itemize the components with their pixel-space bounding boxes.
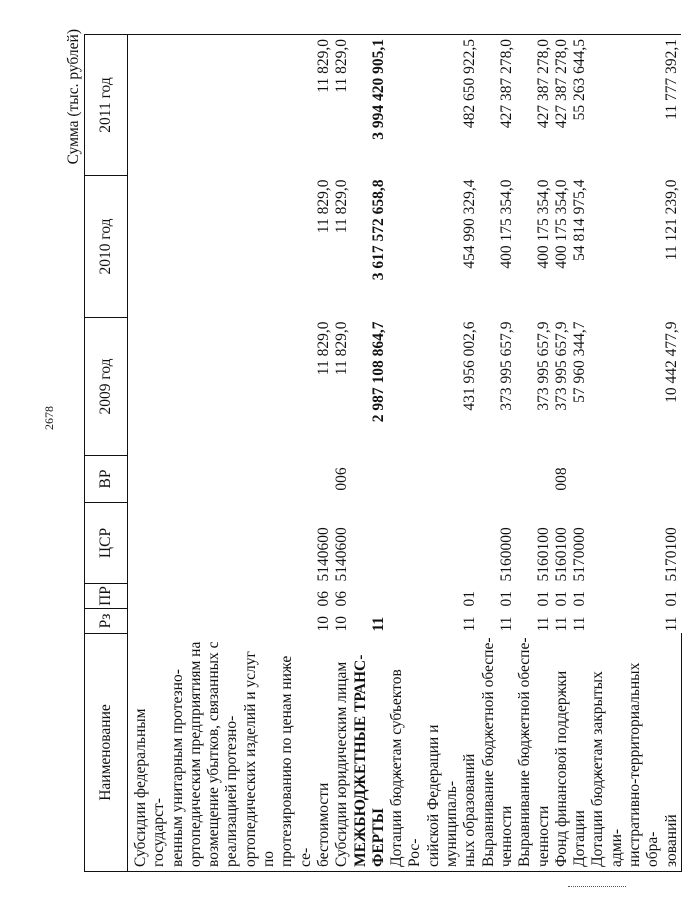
rz-code: 11 — [461, 616, 479, 632]
csr-code: 5170000 — [571, 527, 589, 582]
amount-2010: 3 617 572 658,8 — [369, 179, 387, 281]
row-name-line: Субсидии федеральным государст- — [132, 708, 168, 867]
table-row — [589, 35, 681, 872]
amount-2010: 11 121 239,0 — [663, 179, 681, 261]
row-name-line: Дотации бюджетам субъектов Рос- — [388, 669, 424, 867]
budget-table — [84, 34, 682, 872]
csr-code — [352, 503, 389, 584]
vr-code — [516, 456, 553, 503]
row-name-line: ортопедическим предприятиям на — [186, 641, 204, 867]
amount-2010: 11 829,0 — [314, 179, 332, 234]
row-name-line: Дотации бюджетам закрытых адми- — [589, 671, 625, 867]
amount-2009: 11 829,0 — [333, 321, 351, 376]
row-name-line: Выравнивание бюджетной обеспе- — [479, 637, 497, 867]
header-vr: ВР — [85, 456, 128, 503]
row-name — [333, 634, 351, 872]
header-2009: 2009 год — [85, 318, 128, 456]
row-name-line: реализацией протезно- — [223, 715, 241, 867]
header-2010: 2010 год — [85, 176, 128, 318]
amount-2009: 373 995 657,9 — [534, 321, 552, 411]
pr-code: 01 — [552, 591, 570, 607]
row-name-line: Дотации — [571, 810, 589, 867]
row-name-line: ФЕРТЫ — [369, 808, 387, 867]
row-name-line: сийской Федерации и муниципаль- — [424, 724, 461, 867]
row-name-line: ченности — [497, 805, 515, 867]
amount-2009: 10 442 477,9 — [663, 321, 681, 403]
rz-code: 11 — [571, 616, 589, 632]
rz-code: 11 — [534, 616, 552, 632]
pr-code: 06 — [314, 591, 332, 607]
header-csr: ЦСР — [85, 503, 128, 584]
table-row — [128, 35, 334, 872]
csr-code: 5140600 — [314, 527, 332, 582]
header-2011: 2011 год — [85, 35, 128, 176]
amount-2009: 2 987 108 864,7 — [369, 321, 387, 423]
amount-2009: 11 829,0 — [314, 321, 332, 376]
amount-2009: 373 995 657,9 — [552, 321, 570, 411]
row-name-line: возмещение убытков, связанных с — [205, 641, 223, 867]
pr-code: 01 — [571, 591, 589, 607]
csr-code: 5160100 — [552, 527, 570, 582]
vr-code: 006 — [333, 467, 351, 491]
row-name-line: ортопедических изделий и услуг по — [241, 651, 278, 867]
row-name — [516, 634, 553, 872]
table-row — [516, 35, 553, 872]
amount-2011: 427 387 278,0 — [480, 35, 517, 176]
row-name-line: ченности — [534, 805, 552, 867]
vr-code — [480, 456, 517, 503]
row-name-line: венным унитарным протезно- — [168, 669, 186, 867]
row-name-line: протезированию по ценам ниже се- — [278, 655, 314, 867]
row-name-line: нистративно-территориальных обра- — [626, 662, 662, 867]
rotated-table-page — [64, 29, 681, 872]
amount-2011: 427 387 278,0 — [516, 35, 553, 176]
row-name-line: зований — [662, 814, 680, 867]
table-row — [480, 35, 517, 872]
rz-code: 10 — [333, 616, 351, 632]
pr-code — [352, 584, 389, 609]
amount-2011: 482 650 922,5 — [388, 35, 479, 176]
amount-2009: 57 960 344,7 — [571, 321, 589, 403]
pr-code: 01 — [497, 591, 515, 607]
table-row — [388, 35, 479, 872]
row-name-line: бестоимости — [314, 782, 332, 867]
amount-2010: 400 175 354,0 — [552, 179, 570, 269]
csr-code: 5170100 — [663, 527, 681, 582]
amount-2011: 3 994 420 905,1 — [352, 35, 389, 176]
row-name-line: ных образований — [461, 753, 479, 867]
amount-2011: 11 829,0 — [128, 35, 334, 176]
rz-code: 10 — [314, 616, 332, 632]
pr-code: 01 — [663, 591, 681, 607]
row-name — [589, 634, 681, 872]
amount-2011: 11 829,0 — [333, 35, 351, 176]
vr-code — [571, 456, 589, 503]
rz-code: 11 — [663, 616, 681, 632]
header-rz: Рз — [85, 609, 128, 634]
row-name — [388, 634, 479, 872]
row-name-line: Субсидии юридическим лицам — [333, 661, 351, 867]
vr-code — [589, 456, 681, 503]
amount-2009: 373 995 657,9 — [497, 321, 515, 411]
amount-2010: 400 175 354,0 — [497, 179, 515, 269]
rz-code: 11 — [497, 616, 515, 632]
vr-code — [128, 456, 334, 503]
row-name — [128, 634, 334, 872]
footer-rule — [568, 886, 626, 887]
rz-code: 11 — [369, 616, 387, 632]
amount-2010: 400 175 354,0 — [534, 179, 552, 269]
amount-2011: 55 263 644,5 — [571, 35, 589, 176]
amount-2010: 54 814 975,4 — [571, 179, 589, 261]
pr-code: 01 — [534, 591, 552, 607]
amount-2011: 427 387 278,0 — [553, 35, 571, 176]
rz-code: 11 — [552, 616, 570, 632]
header-name: Наименование — [85, 634, 128, 872]
header-pr: ПР — [85, 584, 128, 609]
row-name — [480, 634, 517, 872]
csr-code: 5160000 — [497, 527, 515, 582]
amount-2011: 11 777 392,1 — [589, 35, 681, 176]
row-name-line: Выравнивание бюджетной обеспе- — [516, 637, 534, 867]
vr-code — [352, 456, 389, 503]
amount-2010: 454 990 329,4 — [461, 179, 479, 269]
csr-code: 5140600 — [333, 527, 351, 582]
vr-code — [388, 456, 479, 503]
table-row — [352, 35, 389, 872]
page-number: 2678 — [42, 406, 56, 430]
row-name — [352, 634, 389, 872]
csr-code — [388, 503, 479, 584]
pr-code: 01 — [461, 591, 479, 607]
amount-2010: 11 829,0 — [333, 179, 351, 234]
row-name — [571, 634, 589, 872]
unit-label: Сумма (тыс. рублей) — [65, 29, 82, 165]
table-row — [571, 35, 589, 872]
table-row — [333, 35, 351, 872]
amount-2009: 431 956 002,6 — [461, 321, 479, 411]
row-name-line: Фонд финансовой поддержки — [552, 670, 570, 867]
table-body — [128, 35, 682, 872]
vr-code: 008 — [552, 467, 570, 491]
row-name — [553, 634, 571, 872]
row-name-line: МЕЖБЮДЖЕТНЫЕ ТРАНС- — [351, 654, 369, 867]
table-header — [85, 35, 128, 872]
table-row — [553, 35, 571, 872]
pr-code: 06 — [333, 591, 351, 607]
csr-code: 5160100 — [534, 527, 552, 582]
